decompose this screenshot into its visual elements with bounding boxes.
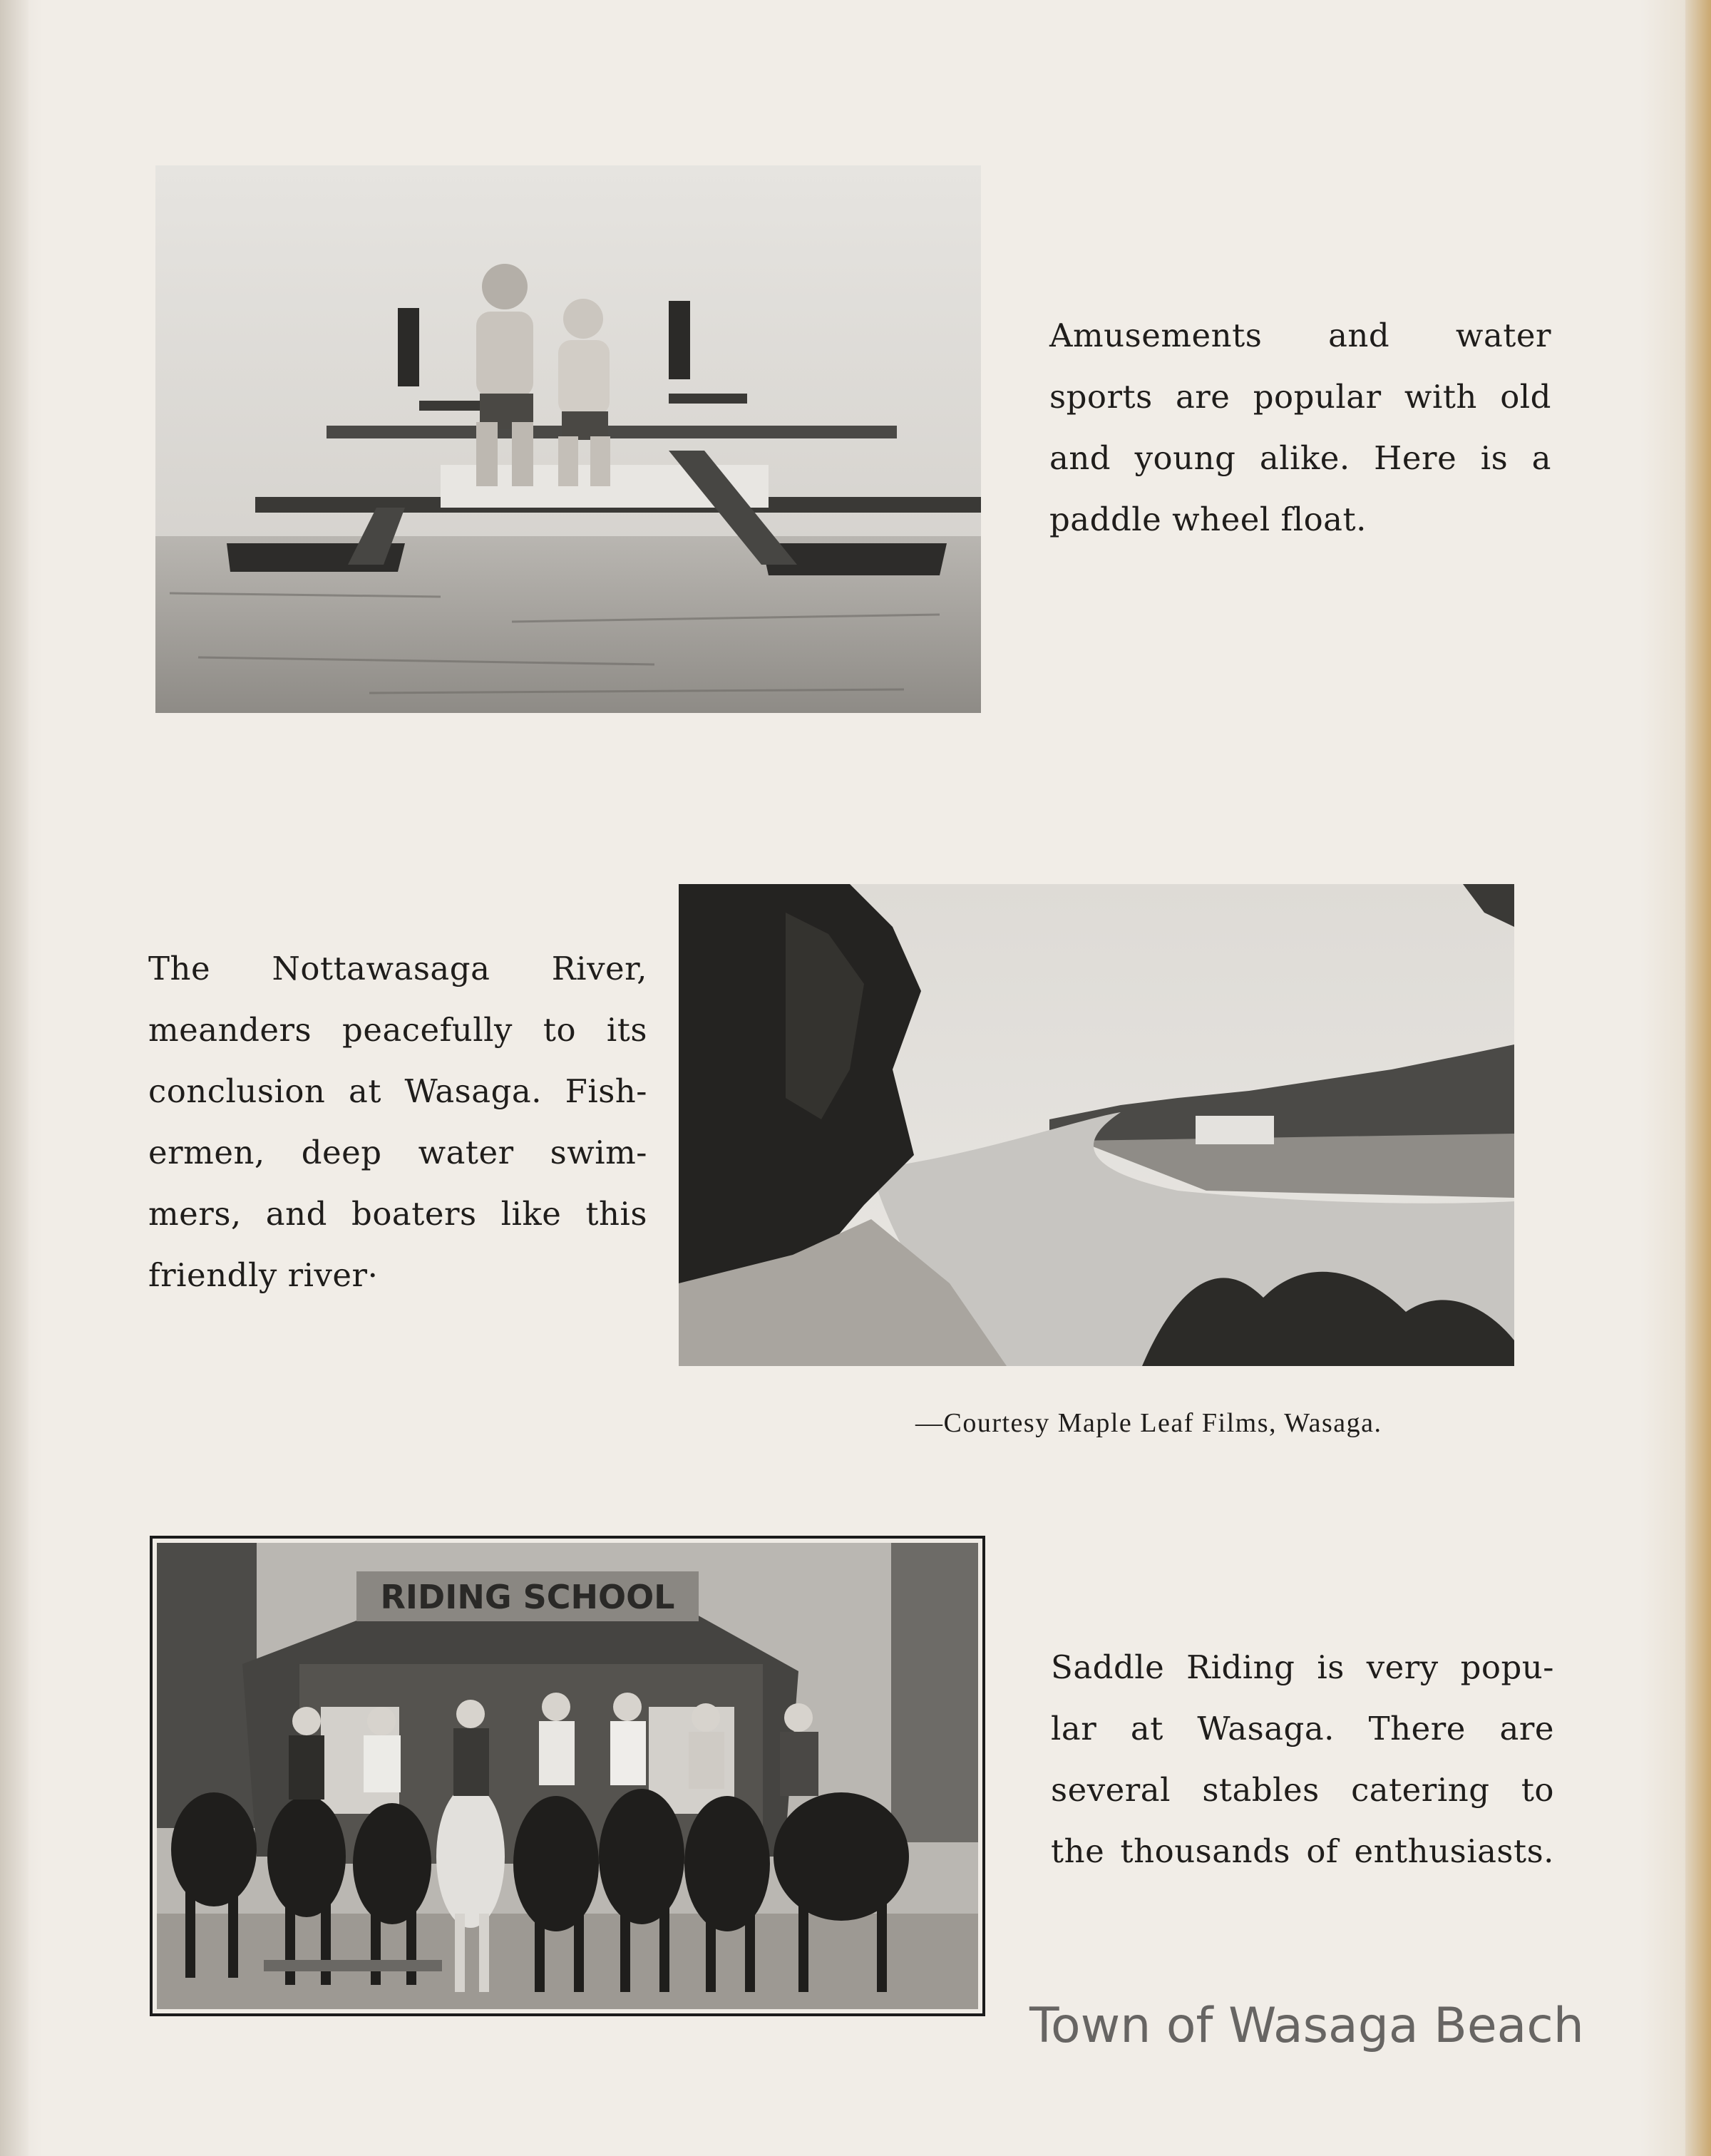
paddle-wheel-float-photo <box>155 165 981 713</box>
caption-line: paddle wheel float. <box>1049 500 1367 538</box>
caption-line: meanders peacefully to its <box>148 1011 647 1049</box>
caption-line: and young alike. Here is a <box>1049 439 1551 477</box>
caption-line: sports are popular with old <box>1049 378 1551 416</box>
caption-line: Amusements and water <box>1049 317 1551 354</box>
riding-school-photo <box>150 1536 985 2016</box>
river-caption <box>148 938 647 1306</box>
nottawasaga-river-photo <box>679 884 1514 1366</box>
caption-line: lar at Wasaga. There are <box>1051 1710 1554 1747</box>
page-edge <box>1685 0 1711 2156</box>
photo-credit: —Courtesy Maple Leaf Films, Wasaga. <box>915 1408 1382 1438</box>
paddle-wheel-caption <box>1049 305 1551 550</box>
caption-line: The Nottawasaga River, <box>148 950 647 987</box>
caption-line: friendly river· <box>148 1256 379 1294</box>
caption-line: ermen, deep water swim- <box>148 1134 647 1171</box>
page-spine-shadow <box>0 0 29 2156</box>
saddle-riding-caption <box>1051 1637 1554 1882</box>
caption-line: the thousands of enthusiasts. <box>1051 1832 1554 1870</box>
caption-line: mers, and boaters like this <box>148 1195 647 1233</box>
caption-line: Saddle Riding is very popu- <box>1051 1648 1554 1686</box>
town-watermark: Town of Wasaga Beach <box>1029 1998 1584 2054</box>
riding-school-sign: RIDING SCHOOL <box>380 1578 675 1616</box>
caption-line: several stables catering to <box>1051 1771 1554 1809</box>
caption-line: conclusion at Wasaga. Fish- <box>148 1072 647 1110</box>
